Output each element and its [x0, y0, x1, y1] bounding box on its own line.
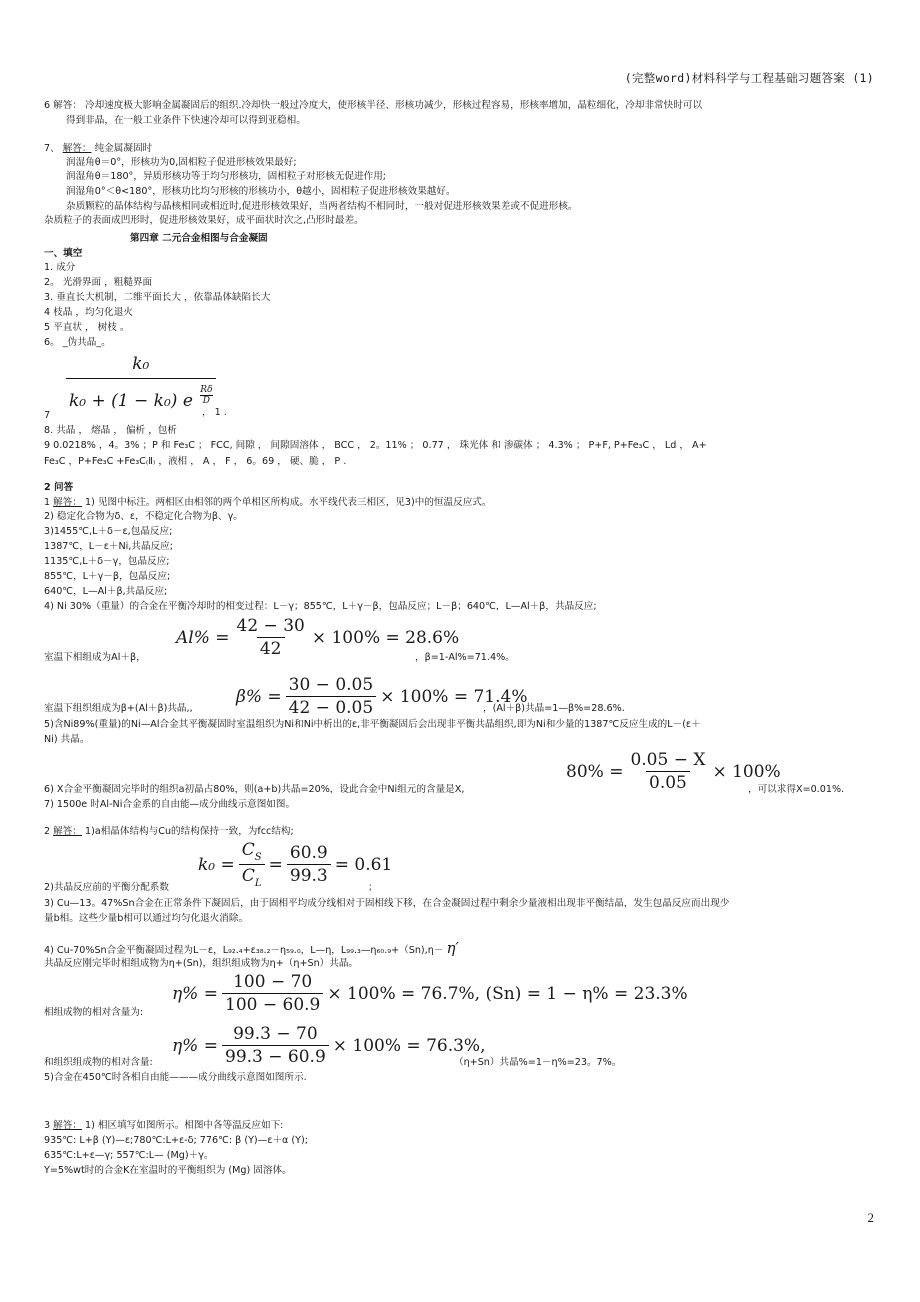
question-2-line-h-tail: （η+Sn）共晶%=1－η%=23。7%。: [454, 1057, 622, 1068]
chapter-4-title: 第四章 二元合金相图与合金凝固: [130, 233, 268, 244]
question-1-line-j: 室温下组织组成为β+(Al＋β)共晶,,: [44, 703, 193, 714]
fill-answer-5: 5 平直状 ， 树枝 。: [44, 322, 130, 333]
question-1-line-c: 3)1455℃,L＋δ－ε,包晶反应;: [44, 526, 173, 537]
question-2-line-c: 3) Cu—13。47%Sn合金在正常条件下凝固后，由于固相平均成分线相对于固相线下移，在合金凝固过程中剩余少量液相出现非平衡结晶，发生包晶反应而出现少: [44, 898, 730, 909]
fill-answer-7-number: 7: [44, 410, 51, 421]
formula-beta-percent: β% = $\frac{30 - 0.05}{42 - 0.05}$ × 100% = 71.4%: [236, 675, 528, 718]
question-2-line-b: 2)共晶反应前的平衡分配系数: [44, 882, 169, 893]
fill-answer-9-line-2: Fe₃C ，P+Fe₃C +Fe₃C₍Ⅱ₎ ，液相 ， A ， F ， 6。69 ， 硬、脆 ， P .: [44, 456, 347, 467]
fill-answer-3: 3. 垂直长大机制，二维平面长大 ，依靠晶体缺陷长大: [44, 292, 271, 303]
answer-6-line-2: 得到非晶，在一般工业条件下快速冷却可以得到亚稳相。: [66, 115, 306, 126]
question-2-number: 2: [44, 826, 54, 837]
question-1-line-g: 640℃，L—Al＋β,共晶反应;: [44, 586, 168, 597]
question-3-label: 解答：: [53, 1120, 82, 1131]
fill-answer-7-tail: ， 1 .: [202, 407, 227, 418]
answer-6-line-1: 6 解答： 冷却速度极大影响金属凝固后的组织.冷却快一般过冷度大，使形核半径、形核功减少，形核过程容易，形核率增加，晶粒细化，冷却非常快时可以: [44, 100, 703, 111]
question-1-label: 解答：: [53, 497, 82, 508]
formula-k0-fraction: [66, 354, 216, 411]
formula-x-content: 80% = $\frac{0.05 - X}{0.05}$ × 100%: [566, 750, 781, 793]
fill-answer-2: 2。 光滑界面 ，粗糙界面: [44, 277, 153, 288]
question-2-line-g: 相组成物的相对含量为:: [44, 1007, 144, 1018]
question-1-line-b: 2) 稳定化合物为δ、ε，不稳定化合物为β、γ。: [44, 511, 243, 522]
question-2-line-h: 和组织组成物的相对含量:: [44, 1057, 153, 1068]
answer-7-intro: 纯金属凝固时: [91, 143, 153, 154]
fill-answer-1: 1. 成分: [44, 262, 76, 273]
answer-7-number: 7、: [44, 143, 63, 154]
formula-eta-prime: η′: [446, 939, 459, 957]
formula-eta-structure: η% = $\frac{99.3 - 70}{99.3 - 60.9}$ × 100% = 76.3%,: [172, 1024, 486, 1067]
question-2-label: 解答：: [53, 826, 82, 837]
question-1-line-j-tail: ，(Al＋β)共晶=1—β%=28.6%.: [483, 703, 625, 714]
answer-7-line-b: 润湿角θ＝0°，形核功为0,固相粒子促进形核效果最好;: [66, 157, 297, 168]
answer-7-line-f: 杂质粒子的表面成凹形时，促进形核效果好，成平面状时次之,凸形时最差。: [44, 215, 364, 226]
answer-7-label: 解答：: [62, 143, 92, 154]
section-fill-blank: 一、填空: [44, 248, 83, 259]
question-1-line-i-tail: ，β=1-Al%=71.4%。: [415, 652, 515, 663]
question-2-line-e: 4) Cu-70%Sn合金平衡凝固过程为L－ε，L₉₂.₄+ε₃₈.₂－η₅₉.₀，L—η，L₉₉.₃—η₆₀.₉+（Sn),η－ η′: [44, 939, 459, 957]
answer-7-line-e: 杂质颗粒的晶体结构与晶核相同或相近时,促进形核效果好，当两者结构不相同时，一般对促进形核效果差或不促进形核。: [66, 201, 578, 212]
fill-answer-8: 8. 共晶 ， 熔晶 ， 偏析 ，包析: [44, 425, 177, 436]
formula-al-percent: Al% = $\frac{42 - 30}{42}$ × 100% = 28.6%: [176, 616, 460, 659]
question-2-line-i: 5)合金在450℃时各相自由能———成分曲线示意图如图所示.: [44, 1072, 307, 1083]
answer-7-line-c: 润湿角θ＝180°，异质形核功等于均匀形核功，固相粒子对形核无促进作用;: [66, 171, 387, 182]
question-1-line-n: 7) 1500e 时Al-Ni合金系的自由能—成分曲线示意图如图。: [44, 799, 296, 810]
question-1-line-m: 6) X合金平衡凝固完毕时的组织a初晶占80%，则(a+b)共晶=20%，设此合金中Ni组元的含量是X,: [44, 784, 465, 795]
question-1-heading: [44, 496, 491, 510]
question-3-line-d: Y=5%wt时的合金K在室温时的平衡组织为 (Mg) 固溶体。: [44, 1165, 292, 1176]
fill-answer-9-line-1: 9 0.0218% ，4。3% ；P 和 Fe₃C ； FCC, 间隙 ， 间隙固溶体 ， BCC ， 2。11% ； 0.77 ， 珠光体 和 渗碳体 ； 4.3% ； P+F, P+Fe₃C ， Ld ， A+: [44, 440, 707, 451]
formula-partition-coefficient: k₀ = $\frac{C_S}{C_L}$ = $\frac{60.9}{99.3}$ = 0.61: [198, 840, 393, 889]
question-2-heading: [44, 825, 294, 839]
question-3-number: 3: [44, 1120, 54, 1131]
page-number: 2: [867, 1210, 874, 1225]
question-1-line-i: 室温下相组成为Al＋β，: [44, 652, 146, 663]
question-1-line-f: 855℃，L＋γ－β，包晶反应;: [44, 571, 171, 582]
question-3-line-b: 935℃: L+β (Y)—ε;780℃:L+ε-δ; 776℃: β (Y)—ε＋α (Y);: [44, 1135, 308, 1146]
formula-equilibrium-k0: [62, 354, 220, 411]
question-1-line-k: 5)含Ni89%(重量)的Ni—Al合金其平衡凝固时室温组织为Ni和Ni中析出的ε,非平衡凝固后会出现非平衡共晶组织,即为Ni和少量的1387℃反应生成的L－(ε＋: [44, 719, 701, 730]
formula-k0-denominator: k₀ + (1 − k₀) e $\frac{R\delta}{D}$: [66, 378, 216, 411]
question-1-line-m-tail: ，可以求得X=0.01%.: [748, 784, 845, 795]
question-1-line-d: 1387℃，L－ε＋Ni,共晶反应;: [44, 541, 174, 552]
formula-k0-numerator: k₀: [132, 354, 150, 374]
question-1-line-h: 4) Ni 30%（重量）的合金在平衡冷却时的相变过程：L－γ；855℃，L＋γ－β，包晶反应；L－β；640℃，L—Al＋β，共晶反应;: [44, 601, 597, 612]
question-2-intro: 1)a相晶体结构与Cu的结构保持一致，为fcc结构;: [81, 826, 294, 837]
question-2-line-f: 共晶反应刚完毕时相组成物为η+(Sn)，组织组成物为η+（η+Sn）共晶。: [44, 958, 359, 969]
question-3-intro: 1) 相区填写如图所示。相图中各等温反应如下:: [81, 1120, 284, 1131]
question-1-line-e: 1135℃,L＋δ－γ，包晶反应;: [44, 556, 170, 567]
fill-answer-6: 6。 _伪共晶_。: [44, 337, 111, 348]
question-1-number: 1: [44, 497, 54, 508]
answer-7-line-d: 润湿角0°＜θ<180°，形核功比均匀形核的形核功小，θ越小，固相粒子促进形核效果越好。: [66, 186, 456, 197]
question-1-intro: 1) 见图中标注。两相区由相邻的两个单相区所构成。水平线代表三相区，见3)中的恒温反应式。: [81, 497, 492, 508]
question-2-line-d: 量b相。这些少量b相可以通过均匀化退火消除。: [44, 913, 249, 924]
question-1-line-l: Ni) 共晶。: [44, 734, 90, 745]
formula-eta-phase: η% = $\frac{100 - 70}{100 - 60.9}$ × 100% = 76.7%, (Sn) = 1 − η% = 23.3%: [172, 972, 688, 1015]
document-header-title: (完整word)材料科学与工程基础习题答案 (1): [624, 71, 874, 85]
question-3-line-c: 635℃:L+ε—γ; 557℃:L— (Mg)＋γ。: [44, 1150, 214, 1161]
answer-7-heading: [44, 142, 152, 156]
section-questions: 2 问答: [44, 482, 74, 493]
fill-answer-4: 4 枝晶 ，均匀化退火: [44, 307, 133, 318]
question-3-heading: [44, 1119, 283, 1133]
question-2-line-b-tail: ；: [368, 882, 378, 893]
